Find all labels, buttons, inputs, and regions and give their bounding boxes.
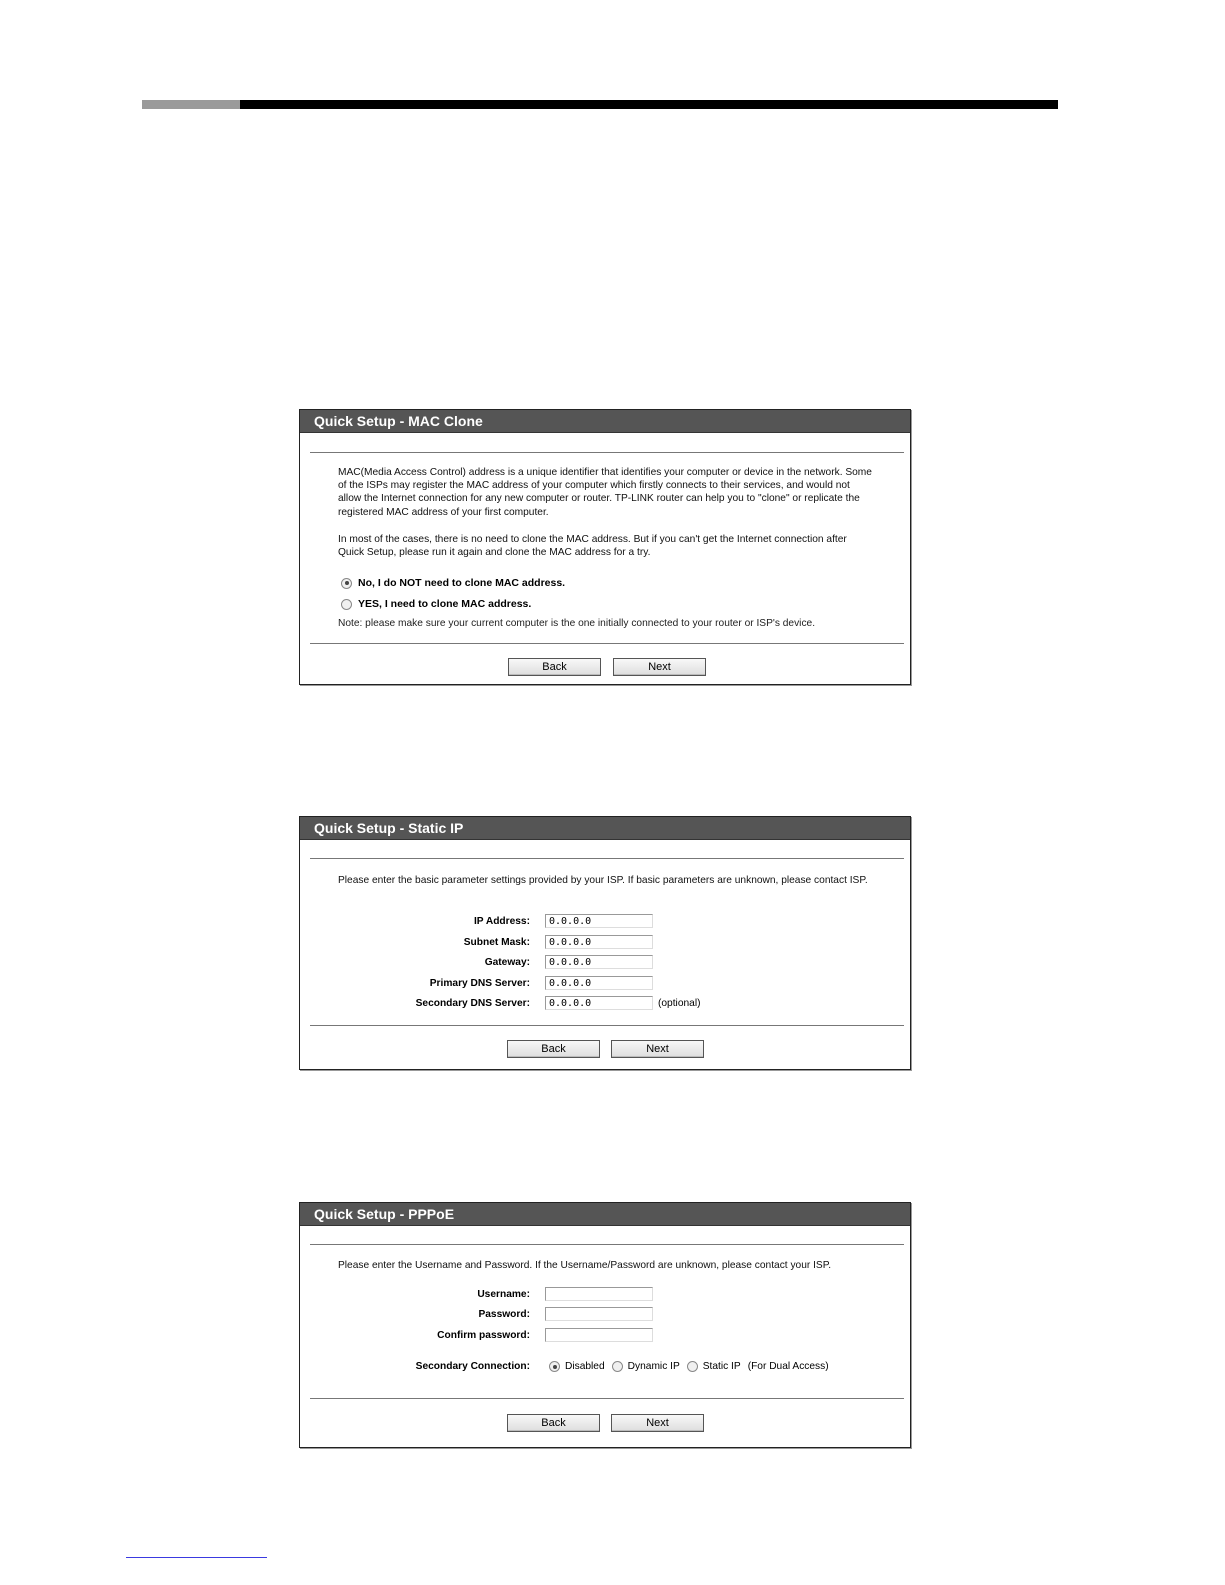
confirm-password-label: Confirm password:: [437, 1330, 530, 1341]
radio-button[interactable]: [341, 578, 352, 589]
header-rule-black: [240, 100, 1058, 109]
radio-dynamic-ip[interactable]: [612, 1361, 623, 1372]
footer-rule: [126, 1557, 267, 1558]
divider: [310, 643, 904, 644]
radio-button[interactable]: [341, 599, 352, 610]
ip-address-field[interactable]: 0.0.0.0: [545, 914, 653, 928]
next-button[interactable]: Next: [613, 658, 706, 676]
subnet-mask-field[interactable]: 0.0.0.0: [545, 935, 653, 949]
divider: [310, 452, 904, 453]
radio-static-ip-label: Static IP: [702, 1361, 741, 1372]
password-field[interactable]: [545, 1307, 653, 1321]
back-button[interactable]: Back: [507, 1040, 600, 1058]
divider: [310, 1244, 904, 1245]
secondary-connection-options: [549, 1361, 829, 1372]
radio-label: No, I do NOT need to clone MAC address.: [358, 577, 566, 589]
pppoe-panel: [299, 1202, 911, 1448]
description: MAC(Media Access Control) address is a unique identifier that identifies your computer or device in the network. Some of the ISPs may register the MAC address of your computer which firstly connects to their services, and would not allow the Internet connection for any new computer or router. TP-LINK router can help you to "clone" or replicate the registered MAC address of your first computer.: [338, 467, 872, 518]
next-button[interactable]: Next: [611, 1040, 704, 1058]
radio-static-ip[interactable]: [687, 1361, 698, 1372]
header-rule-gray: [142, 100, 240, 109]
back-button[interactable]: Back: [508, 658, 601, 676]
description: Please enter the basic parameter settings provided by your ISP. If basic parameters are unknown, please contact ISP.: [338, 875, 868, 886]
radio-disabled[interactable]: [549, 1361, 560, 1372]
confirm-password-field[interactable]: [545, 1328, 653, 1342]
panel-title: Quick Setup - MAC Clone: [300, 410, 910, 433]
gateway-field[interactable]: 0.0.0.0: [545, 955, 653, 969]
secondary-dns-label: Secondary DNS Server:: [415, 998, 530, 1009]
username-label: Username:: [477, 1289, 530, 1300]
divider: [310, 1398, 904, 1399]
radio-dynamic-ip-label: Dynamic IP: [627, 1361, 680, 1372]
username-field[interactable]: [545, 1287, 653, 1301]
next-button[interactable]: Next: [611, 1414, 704, 1432]
panel-title: Quick Setup - Static IP: [300, 817, 910, 840]
radio-label: YES, I need to clone MAC address.: [358, 598, 532, 610]
secondary-dns-field[interactable]: 0.0.0.0: [545, 996, 653, 1010]
subnet-mask-label: Subnet Mask:: [463, 937, 530, 948]
static-ip-panel: [299, 816, 911, 1070]
password-label: Password:: [478, 1309, 530, 1320]
mac-clone-panel: [299, 409, 911, 685]
ip-address-label: IP Address:: [473, 916, 530, 927]
dual-access-hint: (For Dual Access): [747, 1361, 829, 1372]
description: Please enter the Username and Password. If the Username/Password are unknown, please contact your ISP.: [338, 1260, 832, 1271]
primary-dns-label: Primary DNS Server:: [429, 978, 530, 989]
panel-title: Quick Setup - PPPoE: [300, 1203, 910, 1226]
optional-hint: (optional): [658, 998, 701, 1009]
radio-yes-clone[interactable]: [341, 598, 531, 610]
divider: [310, 1025, 904, 1026]
note-text: Note: please make sure your current computer is the one initially connected to your router or ISP's device.: [338, 618, 816, 629]
radio-no-clone[interactable]: [341, 577, 565, 589]
description-2: In most of the cases, there is no need to clone the MAC address. But if you can't get the Internet connection after Quick Setup, please run it again and clone the MAC address for a try.: [338, 534, 847, 559]
radio-disabled-label: Disabled: [565, 1361, 605, 1372]
primary-dns-field[interactable]: 0.0.0.0: [545, 976, 653, 990]
gateway-label: Gateway:: [484, 957, 530, 968]
back-button[interactable]: Back: [507, 1414, 600, 1432]
secondary-connection-label: Secondary Connection:: [415, 1361, 530, 1372]
divider: [310, 858, 904, 859]
